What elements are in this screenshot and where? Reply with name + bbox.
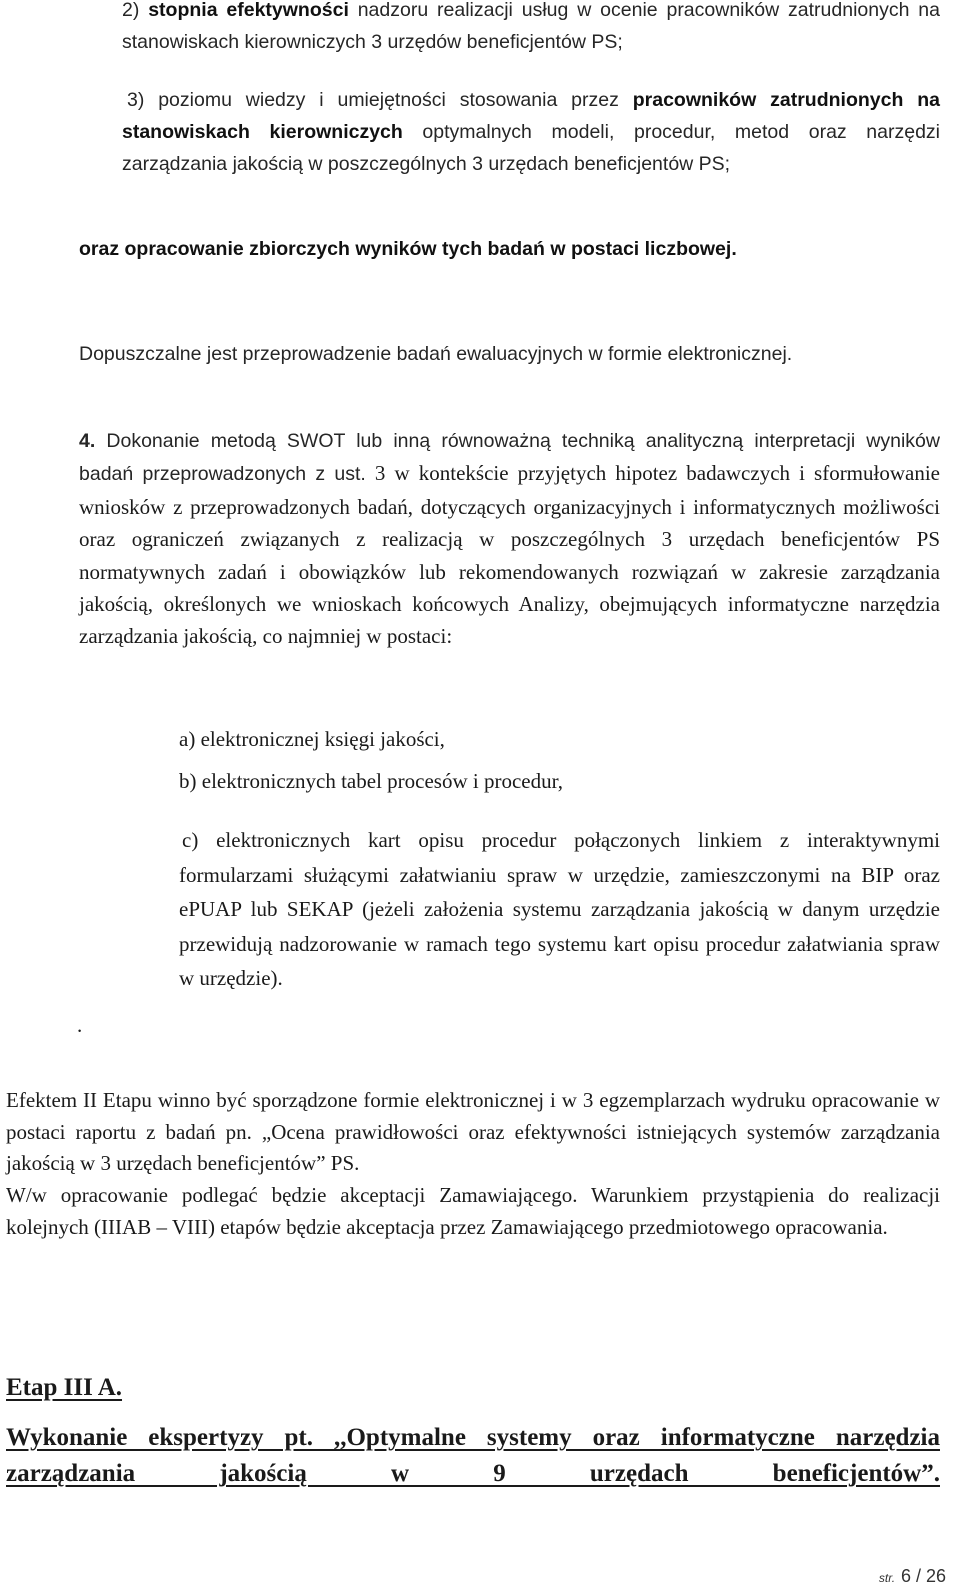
acceptance-paragraph-text: W/w opracowanie podlegać będzie akceptacji Zamawiającego. Warunkiem przystąpienia do realizacji kolejnych (IIIAB – VIII) etapów będzie akceptacja przez Zamawiającego przedmiotowego opracowania. xyxy=(6,1183,940,1239)
stage-heading: Etap III A. xyxy=(6,1374,123,1401)
summary-bold-text: oraz opracowanie zbiorczych wyników tych badań w postaci liczbowej. xyxy=(79,238,737,260)
item-2-number: 2) xyxy=(122,0,140,21)
expertise-title-text: Wykonanie ekspertyzy pt. ,,Optymalne systemy oraz informatyczne narzędzia zarządzania jakością w 9 urzędach beneficjentów”. xyxy=(6,1424,940,1487)
item-3-paragraph xyxy=(122,84,940,180)
item-4-number: 4. xyxy=(79,430,96,452)
page-number-value: 6 / 26 xyxy=(900,1566,946,1586)
item-4-text-serif: 3 w kontekście przyjętych hipotez badawczych i sformułowanie wniosków z przeprowadzonych badań, dotyczących organizacyjnych i informatycznych możliwości oraz ograniczeń związanych z realizacją w poszczególnych 3 urzędach beneficjentów PS normatywnych zadań i obowiązków lub rekomendowanych rozwiązań w zakresie zarządzania jakością, określonych we wnioskach końcowych Analizy, obejmujących informatyczne narzędzia zarządzania jakością, co najmniej w postaci: xyxy=(79,461,940,649)
item-4-paragraph xyxy=(79,424,940,653)
item-2-paragraph xyxy=(122,0,940,58)
item-3-intro: 3) poziomu wiedzy i umiejętności stosowania przez xyxy=(127,89,633,111)
stray-dot: . xyxy=(77,1013,83,1037)
item-2-bold-text: stopnia efektywności xyxy=(148,0,349,21)
acceptance-paragraph xyxy=(6,1180,940,1243)
electronic-note-text: Dopuszczalne jest przeprowadzenie badań ewaluacyjnych w formie elektronicznej. xyxy=(79,343,793,365)
list-item-b xyxy=(179,766,563,798)
item-4-text-sans: Dokonanie metodą SWOT lub inną równoważną techniką analityczną interpretacji wyników badań przeprowadzonych z ust. xyxy=(79,430,940,486)
page-number-prefix: str. xyxy=(878,1571,896,1585)
list-item-b-text: b) elektronicznych tabel procesów i procedur, xyxy=(179,769,563,793)
list-item-a-text: a) elektronicznej księgi jakości, xyxy=(179,727,445,751)
effect-paragraph-text: Efektem II Etapu winno być sporządzone formie elektronicznej i w 3 egzemplarzach wydruku opracowanie w postaci raportu z badań pn. „Ocena prawidłowości oraz efektywności istniejących systemów zarządzania jakością w 3 urzędach beneficjentów” PS. xyxy=(6,1088,940,1175)
summary-line xyxy=(79,234,939,266)
list-item-c xyxy=(179,823,940,996)
item-3-text: optymalnych modeli, procedur, metod oraz narzędzi zarządzania jakością w poszczególnych 3 urzędach beneficjentów PS; xyxy=(122,121,940,175)
expertise-title xyxy=(6,1420,940,1492)
electronic-note xyxy=(79,339,939,371)
effect-paragraph xyxy=(6,1085,940,1180)
page-number xyxy=(879,1560,946,1595)
item-2-text: nadzoru realizacji usług w ocenie pracowników zatrudnionych na stanowiskach kierowniczych 3 urzędów beneficjentów PS; xyxy=(122,0,940,53)
list-item-a xyxy=(179,724,445,756)
item-3-bold-text: pracowników zatrudnionych na stanowiskach kierowniczych xyxy=(122,89,940,143)
list-item-c-text: c) elektronicznych kart opisu procedur połączonych linkiem z interaktywnymi formularzami służącymi załatwianiu spraw w urzędzie, zamieszczonymi na BIP oraz ePUAP lub SEKAP (jeżeli założenia systemu zarządzania jakością w danym urzędzie przewidują nadzorowanie w ramach tego systemu kart opisu procedur załatwiania spraw w urzędzie). xyxy=(179,828,940,991)
